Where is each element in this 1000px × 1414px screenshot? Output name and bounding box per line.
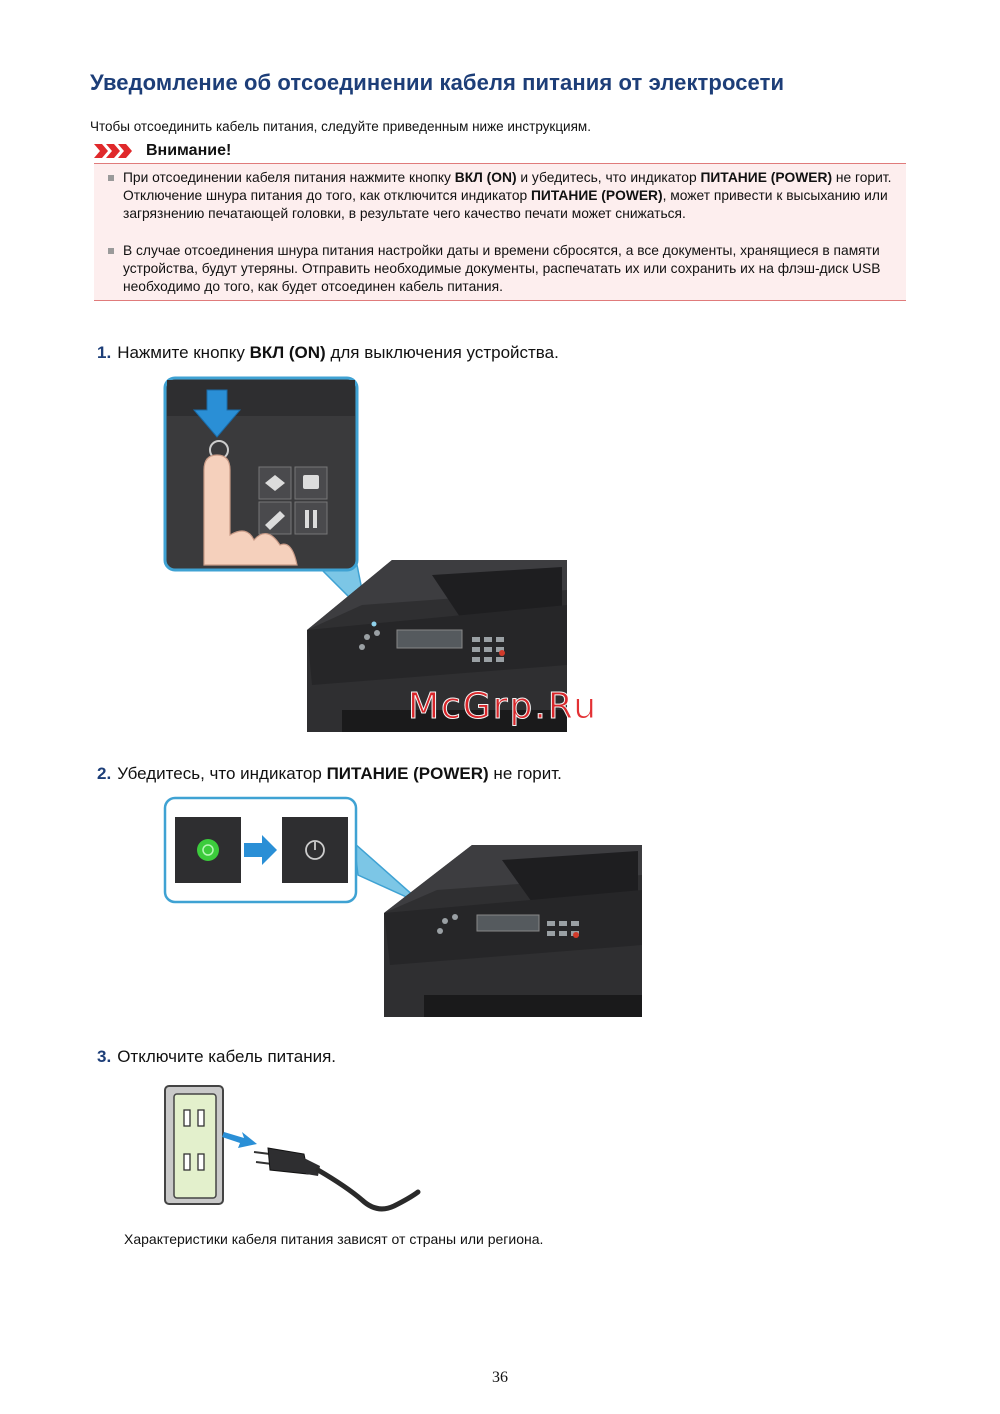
intro-text: Чтобы отсоединить кабель питания, следуйте приведенным ниже инструкциям.: [90, 119, 591, 134]
bullet-square-icon: [108, 175, 114, 181]
bullet-square-icon: [108, 248, 114, 254]
bullet-text: , может привести к высыханию или загрязнению печатающей головки, в результате чего качество печати может снижаться.: [123, 188, 888, 222]
bullet-text: и убедитесь, что индикатор: [516, 170, 701, 185]
step-text: Убедитесь, что индикатор: [117, 764, 327, 783]
step-text: Отключите кабель питания.: [117, 1047, 337, 1066]
step-2: [97, 764, 562, 784]
caution-arrows-icon: [94, 142, 136, 160]
figure-unplug-cable: [162, 1082, 424, 1222]
step-number: 1.: [97, 343, 112, 362]
bullet-bold: ВКЛ (ON): [454, 170, 517, 185]
bullet-text: При отсоединении кабеля питания нажмите кнопку: [123, 170, 455, 185]
cable-note: Характеристики кабеля питания зависят от страны или региона.: [124, 1231, 544, 1247]
caution-bullet-2: [108, 242, 898, 297]
page-number: 36: [492, 1369, 508, 1386]
step-bold: ВКЛ (ON): [249, 343, 326, 362]
step-number: 3.: [97, 1047, 112, 1066]
step-text: Нажмите кнопку: [117, 343, 250, 362]
caution-label: Внимание!: [146, 142, 232, 159]
page-title: Уведомление об отсоединении кабеля питания от электросети: [90, 70, 785, 95]
step-text: для выключения устройства.: [325, 343, 559, 362]
caution-bullet-1: [108, 169, 898, 224]
step-1: [97, 343, 559, 363]
bullet-text: В случае отсоединения шнура питания настройки даты и времени сбросятся, а все документы, хранящиеся в памяти устройства, будут утеряны. Отправить необходимые документы, распечатать их или сохранить их на флэш-диск USB необходимо до того, как будет отсоединен кабель питания.: [123, 243, 881, 295]
step-bold: ПИТАНИЕ (POWER): [326, 764, 489, 783]
step-3: [97, 1047, 336, 1067]
bullet-bold: ПИТАНИЕ (POWER): [531, 188, 663, 204]
bullet-bold: ПИТАНИЕ (POWER): [700, 170, 833, 185]
figure-press-on-button: [162, 375, 572, 735]
step-number: 2.: [97, 764, 112, 783]
step-text: не горит.: [488, 764, 562, 783]
caution-header: [94, 140, 231, 162]
bullet-text: не горит. Отключение шнура питания до того, как отключится индикатор: [123, 170, 892, 204]
figure-power-indicator: [162, 795, 644, 1019]
caution-box: [94, 163, 906, 301]
watermark: McGrp.Ru: [408, 686, 599, 727]
